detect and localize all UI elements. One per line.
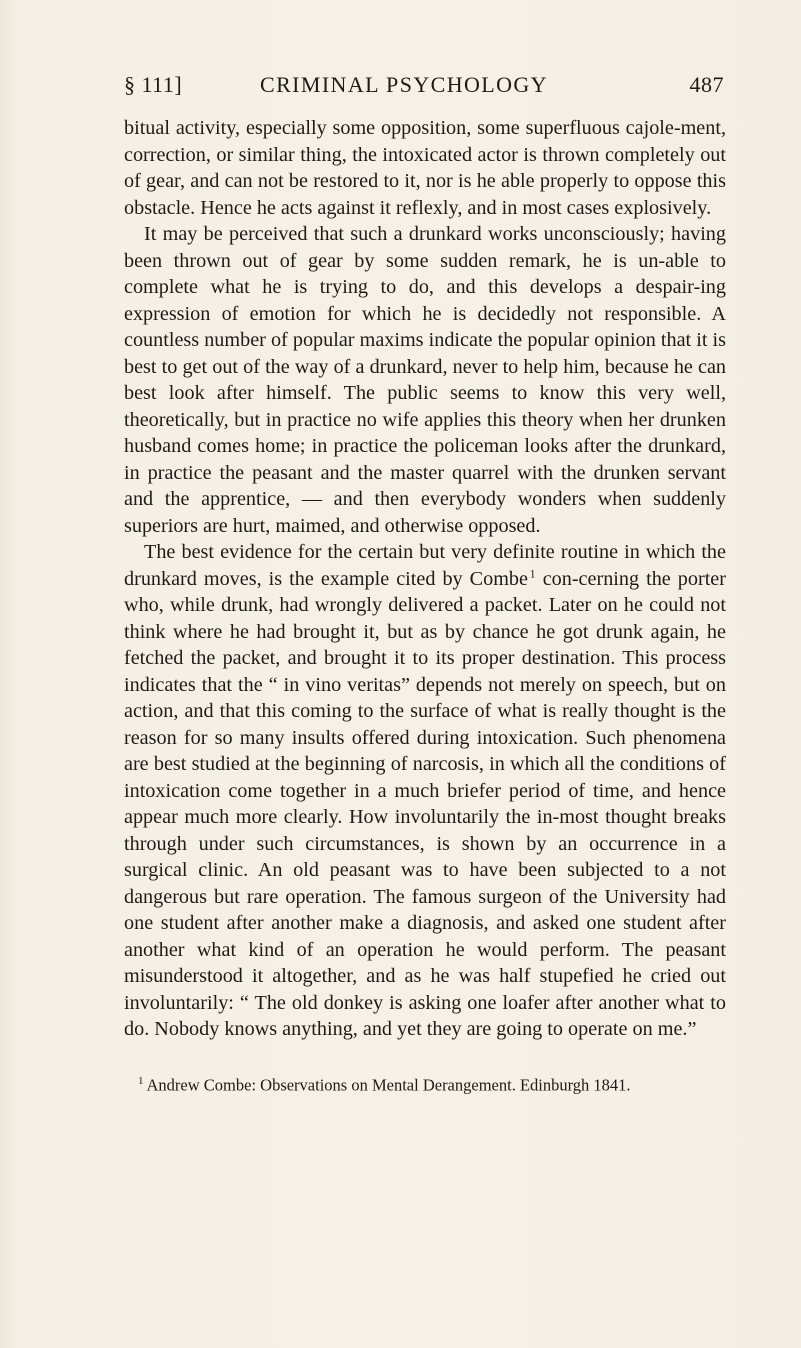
paragraph: It may be perceived that such a drunkard works unconsciously; having been thrown out of gear by some sudden remark, he is un-able to complete what he is trying to do, and this develops a despair-ing expression of emotion for which he is decidedly not responsible. A countless number of popular maxims indicate the popular opinion that it is best to get out of the way of a drunkard, never to help him, because he can best look after himself. The public seems to know this very well, theoretically, but in practice no wife applies this theory when her drunken husband comes home; in practice the policeman looks after the drunkard, in practice the peasant and the master quarrel with the drunken servant and the apprentice, — and then everybody wonders when suddenly superiors are hurt, maimed, and otherwise opposed. [124, 223, 726, 537]
running-title: CRIMINAL PSYCHOLOGY [260, 72, 548, 97]
footnote [124, 1072, 726, 1095]
paragraph-text: con-cerning the porter who, while drunk, had wrongly delivered a packet. Later on he could not think where he had brought it, but as by chance he got drunk again, he fetched the packet, and brought it to its proper destination. This process indicates that the “ in vino veritas” depends not merely on speech, but on action, and that this coming to the surface of what is really thought is the reason for so many insults offered during intoxication. Such phenomena are best studied at the beginning of narcosis, in which all the conditions of intoxication come together in a much briefer period of time, and hence appear much more clearly. How involuntarily the in-most thought breaks through under such circumstances, is shown by an occurrence in a surgical clinic. An old peasant was to have been subjected to a not dangerous but rare operation. The famous surgeon of the University had one student after another make a diagnosis, and asked one student after another what kind of an operation he would perform. The peasant misunderstood it altogether, and as he was half stupefied he cried out involuntarily: “ The old donkey is asking one loafer after another what to do. Nobody knows anything, and yet they are going to operate on me.” [124, 567, 726, 1040]
running-header [124, 72, 724, 106]
paragraph: bitual activity, especially some opposition, some superfluous cajole-ment, correction, or similar thing, the intoxicated actor is thrown completely out of gear, and can not be restored to it, nor is he able properly to oppose this obstacle. Hence he acts against it reflexly, and in most cases explosively. [124, 117, 726, 219]
section-number: § 111] [124, 72, 183, 97]
body-text [124, 115, 726, 1043]
footnote-text: Andrew Combe: Observations on Mental Derangement. Edinburgh 1841. [146, 1075, 631, 1095]
paragraph-text: The best evidence for the certain but very definite routine in which the drunkard moves, is the example cited by Combe [124, 541, 726, 590]
paragraph [124, 539, 726, 1043]
page-number: 487 [689, 72, 724, 97]
footnote-marker: 1 [138, 1075, 144, 1087]
footnote-reference: 1 [529, 565, 536, 580]
